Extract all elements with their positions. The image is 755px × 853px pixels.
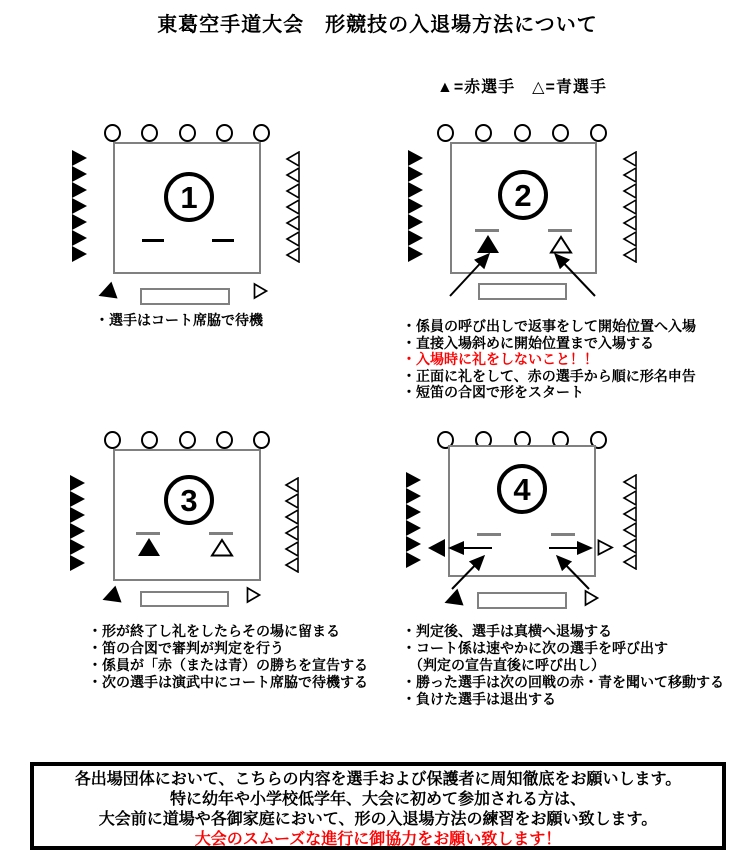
start-position-marker	[136, 532, 160, 535]
red-player-icon	[477, 235, 499, 253]
red-queue-column	[406, 472, 421, 568]
blue-exit-player-icon	[596, 538, 615, 557]
blue-player-queue-icon	[621, 490, 637, 506]
diagram-1-caption	[95, 312, 263, 329]
diagram-3	[60, 425, 380, 725]
start-position-marker	[548, 229, 572, 232]
red-player-queue-icon	[72, 230, 87, 246]
blue-player-queue-icon	[283, 477, 299, 493]
red-player-icon	[138, 538, 160, 556]
diagram-4-caption	[402, 623, 724, 708]
blue-player-queue-icon	[283, 525, 299, 541]
red-player-queue-icon	[408, 166, 423, 182]
court	[113, 449, 261, 581]
blue-player-queue-icon	[284, 231, 300, 247]
red-queue-column	[70, 475, 85, 571]
red-player-queue-icon	[408, 214, 423, 230]
diagram-1	[60, 118, 380, 418]
red-player-queue-icon	[406, 472, 421, 488]
red-player-queue-icon	[72, 246, 87, 262]
red-player-queue-icon	[72, 166, 87, 182]
red-exit-marker-icon	[441, 589, 463, 612]
court-number: 3	[164, 475, 214, 525]
start-position-marker	[142, 239, 164, 242]
diagram-3-caption	[88, 623, 368, 691]
notice-line: 大会前に道場や各御家庭において、形の入退場方法の練習をお願い致します。	[98, 811, 658, 828]
notice-line: 特に幼年や小学校低学年、大会に初めて参加される方は、	[169, 791, 586, 808]
red-player-queue-icon	[70, 539, 85, 555]
blue-player-queue-icon	[621, 474, 637, 490]
blue-player-queue-icon	[621, 199, 637, 215]
red-queue-column	[408, 150, 423, 262]
judge-circle-icon	[179, 431, 196, 449]
blue-player-queue-icon	[621, 231, 637, 247]
blue-player-queue-icon	[284, 167, 300, 183]
blue-player-queue-icon	[621, 183, 637, 199]
caption-line: ・形が終了し礼をしたらその場に留まる	[88, 623, 340, 639]
notice-line-warning: 大会のスムーズな進行に御協力をお願い致します！	[194, 831, 562, 848]
red-player-queue-icon	[406, 504, 421, 520]
red-player-queue-icon	[70, 507, 85, 523]
red-player-queue-icon	[406, 520, 421, 536]
caption-line: （判定の宣告直後に呼び出し）	[402, 657, 605, 673]
judge-circle-icon	[514, 124, 531, 142]
start-position-marker	[477, 533, 501, 536]
blue-player-queue-icon	[283, 557, 299, 573]
caption-line: ・負けた選手は退出する	[402, 691, 556, 707]
blue-player-queue-icon	[283, 493, 299, 509]
red-player-queue-icon	[72, 214, 87, 230]
red-player-queue-icon	[408, 230, 423, 246]
red-player-queue-icon	[408, 182, 423, 198]
blue-player-icon	[210, 538, 234, 557]
blue-player-queue-icon	[284, 199, 300, 215]
red-exit-player-icon	[428, 539, 445, 557]
caption-line-warning: ・入場時に礼をしないこと！！	[402, 351, 598, 367]
diagram-4	[395, 425, 745, 725]
caption-line: ・直接入場斜めに開始位置まで入場する	[402, 334, 654, 351]
page-title: 東葛空手道大会 形競技の入退場方法について	[157, 14, 598, 36]
red-player-queue-icon	[70, 555, 85, 571]
red-player-queue-icon	[72, 150, 87, 166]
judge-circle-icon	[253, 431, 270, 449]
judge-circle-icon	[216, 431, 233, 449]
blue-player-queue-icon	[621, 167, 637, 183]
blue-exit-marker-icon	[583, 589, 600, 607]
judge-circle-icon	[141, 124, 158, 142]
blue-player-icon	[549, 235, 573, 254]
red-player-queue-icon	[70, 491, 85, 507]
court-number: 2	[498, 170, 548, 220]
caption-line: ・係員が「赤（または青）の勝ちを宣告する	[88, 657, 368, 673]
blue-player-queue-icon	[621, 247, 637, 263]
red-player-queue-icon	[406, 488, 421, 504]
court	[450, 142, 597, 274]
blue-player-queue-icon	[283, 509, 299, 525]
caption-line: ・勝った選手は次の回戦の赤・青を聞いて移動する	[402, 674, 724, 690]
blue-queue-column	[621, 474, 637, 570]
red-player-queue-icon	[72, 182, 87, 198]
caption-line: ・係員の呼び出しで返事をして開始位置へ入場	[402, 318, 696, 334]
start-position-marker	[209, 532, 233, 535]
blue-queue-column	[284, 151, 300, 263]
judge-circles-row	[104, 431, 270, 449]
judge-circle-icon	[590, 124, 607, 142]
blue-queue-column	[283, 477, 299, 573]
legend: ▲=赤選手 △=青選手	[437, 79, 607, 96]
judge-circle-icon	[141, 431, 158, 449]
judge-circle-icon	[216, 124, 233, 142]
blue-player-queue-icon	[621, 522, 637, 538]
blue-player-queue-icon	[284, 151, 300, 167]
red-player-queue-icon	[70, 523, 85, 539]
blue-player-queue-icon	[621, 215, 637, 231]
court	[448, 445, 596, 577]
judge-circle-icon	[253, 124, 270, 142]
caption-line: ・次の選手は演武中にコート席脇で待機する	[88, 674, 368, 690]
blue-player-queue-icon	[284, 183, 300, 199]
start-position-marker	[475, 229, 499, 232]
red-player-queue-icon	[406, 552, 421, 568]
judge-circle-icon	[104, 124, 121, 142]
red-exit-marker-icon	[99, 586, 121, 609]
judge-circles-row	[437, 124, 607, 142]
red-player-queue-icon	[406, 536, 421, 552]
blue-player-queue-icon	[283, 541, 299, 557]
red-player-queue-icon	[408, 198, 423, 214]
red-player-queue-icon	[70, 475, 85, 491]
blue-player-queue-icon	[621, 506, 637, 522]
caption-line: ・笛の合図で審判が判定を行う	[88, 640, 284, 656]
officials-table	[477, 592, 567, 609]
blue-queue-column	[621, 151, 637, 263]
blue-player-queue-icon	[284, 247, 300, 263]
caption-line: ・コート係は速やかに次の選手を呼び出す	[402, 640, 668, 656]
judge-circles-row	[104, 124, 270, 142]
caption-line: ・正面に礼をして、赤の選手から順に形名申告	[402, 367, 696, 384]
officials-table	[140, 288, 230, 305]
court	[113, 142, 261, 274]
blue-exit-marker-icon	[252, 282, 269, 300]
caption-line: ・選手はコート席脇で待機	[95, 312, 263, 328]
red-player-queue-icon	[408, 150, 423, 166]
blue-player-queue-icon	[621, 538, 637, 554]
diagram-2-caption	[402, 318, 696, 401]
judge-circle-icon	[179, 124, 196, 142]
start-position-marker	[551, 533, 575, 536]
officials-table	[140, 591, 229, 607]
caption-line: ・判定後、選手は真横へ退場する	[402, 623, 612, 639]
diagram-2	[395, 118, 745, 418]
judge-circle-icon	[475, 124, 492, 142]
red-player-queue-icon	[408, 246, 423, 262]
judge-circle-icon	[437, 124, 454, 142]
red-queue-column	[72, 150, 87, 262]
court-number: 1	[164, 172, 214, 222]
red-player-queue-icon	[72, 198, 87, 214]
blue-player-queue-icon	[621, 151, 637, 167]
blue-player-queue-icon	[284, 215, 300, 231]
start-position-marker	[212, 239, 234, 242]
red-exit-marker-icon	[95, 282, 117, 305]
judge-circle-icon	[552, 124, 569, 142]
blue-player-queue-icon	[621, 554, 637, 570]
officials-table	[478, 283, 567, 300]
notice-line: 各出場団体において、こちらの内容を選手および保護者に周知徹底をお願いします。	[74, 771, 682, 788]
blue-exit-marker-icon	[245, 586, 262, 604]
court-number: 4	[497, 464, 547, 514]
judge-circle-icon	[104, 431, 121, 449]
caption-line: ・短笛の合図で形をスタート	[402, 384, 584, 400]
notice-box	[30, 762, 726, 850]
